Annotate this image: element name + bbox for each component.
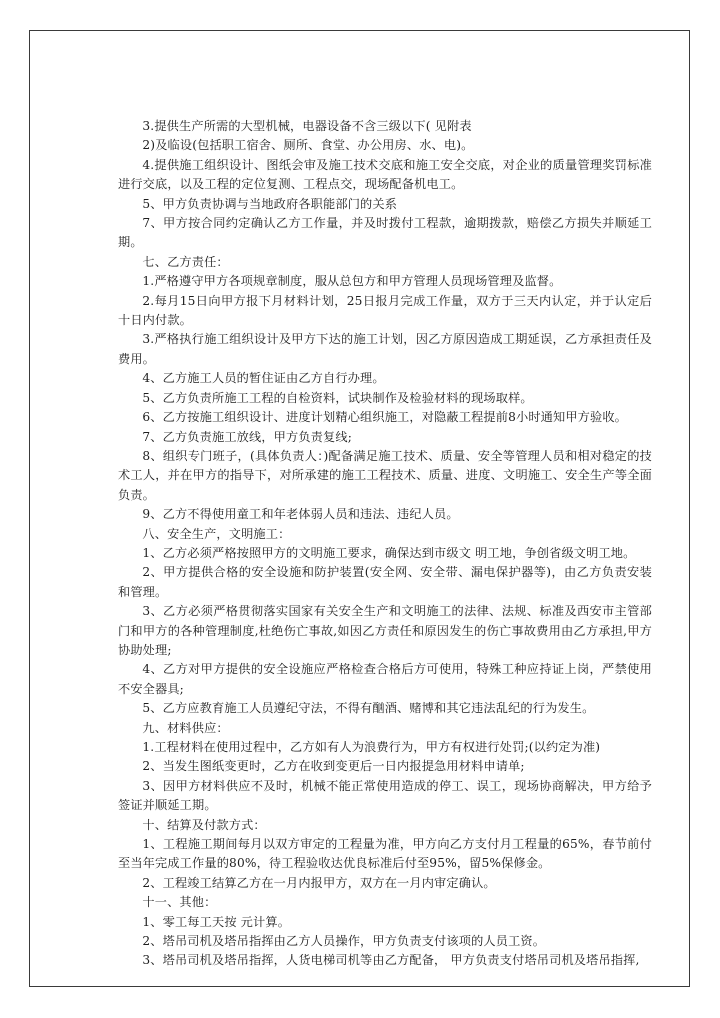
paragraph: 2、甲方提供合格的安全设施和防护装置(安全网、安全带、漏电保护器等)，由乙方负责安装和管理。: [118, 565, 652, 599]
paragraph: 6、乙方按施工组织设计、进度计划精心组织施工，对隐蔽工程提前8小时通知甲方验收。: [142, 410, 628, 425]
paragraph: 3、乙方必须严格贯彻落实国家有关安全生产和文明施工的法律、法规、标准及西安市主管部门和甲方的各种管理制度,杜绝伤亡事故,如因乙方责任和原因发生的伤亡事故费用由乙方承担,甲方协助处理;: [118, 604, 652, 657]
paragraph: 1.严格遵守甲方各项规章制度，服从总包方和甲方管理人员现场管理及监督。: [142, 274, 562, 289]
paragraph: 1、工程施工期间每月以双方审定的工程量为准，甲方向乙方支付月工程量的65%，春节前付至当年完成工作量的80%，待工程验收达优良标准后付至95%，留5%保修金。: [118, 837, 652, 871]
paragraph: 5、甲方负责协调与当地政府各职能部门的关系: [142, 196, 398, 211]
paragraph: 1、乙方必须严格按照甲方的文明施工要求，确保达到市级文 明工地，争创省级文明工地。: [142, 545, 636, 560]
paragraph: 3.严格执行施工组织设计及甲方下达的施工计划，因乙方原因造成工期延误，乙方承担责任及费用。: [118, 332, 652, 366]
section-heading: 八、安全生产，文明施工：: [142, 526, 291, 541]
paragraph: 3.提供生产所需的大型机械，电器设备不含三级以下( 见附表: [142, 119, 472, 133]
paragraph: 2、工程竣工结算乙方在一月内报甲方，双方在一月内审定确认。: [142, 875, 496, 890]
paragraph: 4、乙方对甲方提供的安全设施应严格检查合格后方可使用，特殊工种应持证上岗，严禁使用不安全器具;: [118, 662, 652, 696]
paragraph: 9、乙方不得使用童工和年老体弱人员和违法、违纪人员。: [142, 507, 459, 522]
paragraph: 3、塔吊司机及塔吊指挥，人货电梯司机等由乙方配备， 甲方负责支付塔吊司机及塔吊指挥,: [142, 953, 640, 968]
paragraph: 4.提供施工组织设计、图纸会审及施工技术交底和施工安全交底，对企业的质量管理奖罚标准进行交底，以及工程的定位复测、工程点交，现场配备机电工。: [118, 157, 652, 192]
paragraph: 7、乙方负责施工放线，甲方负责复线;: [142, 429, 352, 444]
paragraph: 8、组织专门班子，(具体负责人：)配备满足施工技术、质量、安全等管理人员和相对稳定的技术工人，并在甲方的指导下，对所承建的施工工程技术、质量、进度、文明施工、安全生产等全面负责。: [118, 448, 652, 502]
paragraph: 5、乙方负责所施工工程的自检资料，试块制作及检验材料的现场取样。: [142, 390, 533, 405]
paragraph: 2.每月15日向甲方报下月材料计划，25日报月完成工作量，双方于三天内认定，并于认定后十日内付款。: [118, 293, 652, 328]
section-heading: 九、材料供应：: [142, 720, 229, 735]
section-heading: 十、结算及付款方式：: [142, 817, 266, 832]
paragraph: 2、塔吊司机及塔吊指挥由乙方人员操作，甲方负责支付该项的人员工资。: [142, 934, 546, 949]
paragraph: 2)及临设(包括职工宿舍、厕所、食堂、办公用房、水、电)。: [142, 138, 474, 153]
paragraph: 4、乙方施工人员的暂住证由乙方自行办理。: [142, 371, 385, 386]
paragraph: 3、因甲方材料供应不及时，机械不能正常使用造成的停工、误工，现场协商解决，甲方给予签证并顺延工期。: [118, 778, 652, 813]
paragraph: 7、甲方按合同约定确认乙方工作量，并及时拨付工程款，逾期拨款，赔偿乙方损失并顺延工期。: [118, 216, 652, 250]
paragraph: 1.工程材料在使用过程中，乙方如有人为浪费行为，甲方有权进行处罚;(以约定为准): [142, 740, 601, 754]
document-body: [118, 117, 652, 971]
paragraph: 5、乙方应教育施工人员遵纪守法，不得有酗酒、赌博和其它违法乱纪的行为发生。: [142, 701, 595, 716]
paragraph: 2、当发生图纸变更时，乙方在收到变更后一日内报提急用材料申请单;: [142, 759, 525, 774]
document-page: [29, 30, 690, 987]
section-heading: 十一、其他：: [142, 895, 217, 910]
section-heading: 七、乙方责任：: [142, 254, 229, 269]
paragraph: 1、零工每工天按 元计算。: [142, 914, 291, 929]
